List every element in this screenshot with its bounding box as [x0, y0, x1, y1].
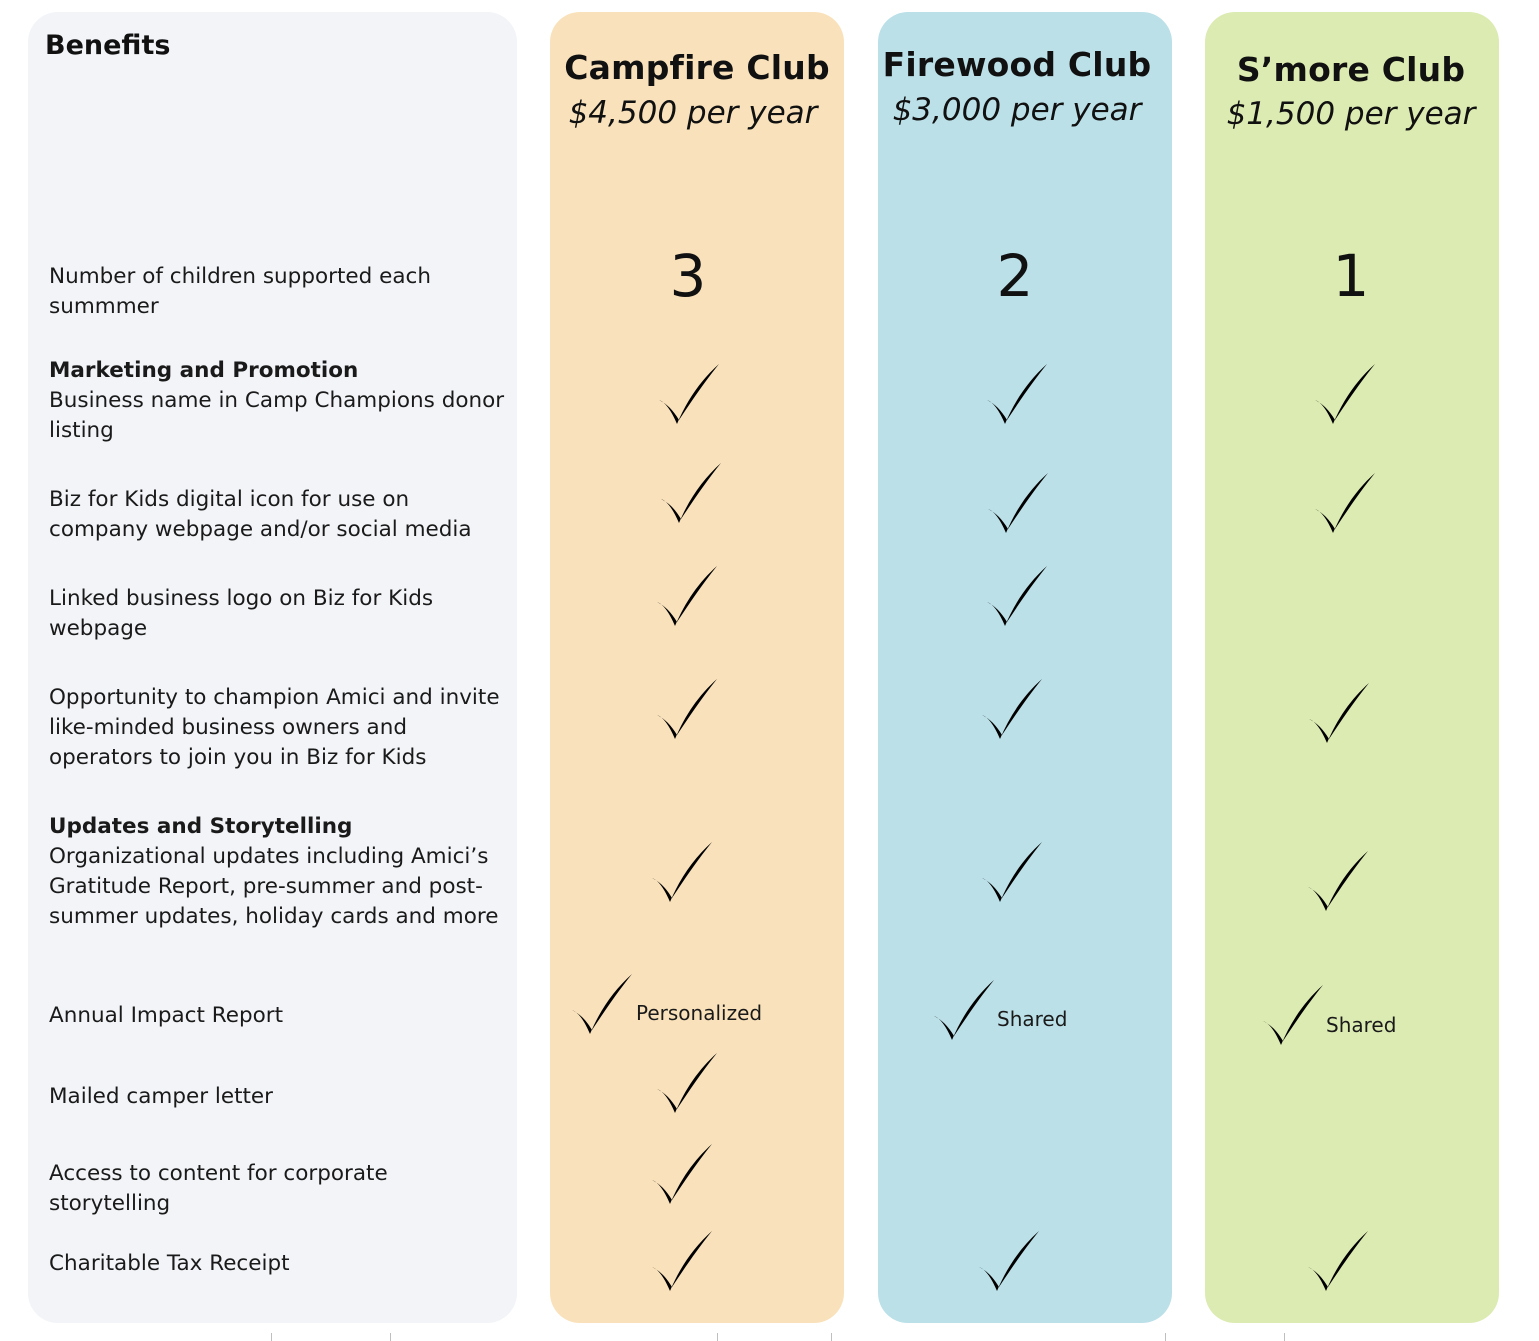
row-label-tax-receipt	[49, 1249, 509, 1279]
checkmark-icon	[650, 1142, 714, 1208]
page-tick	[717, 1333, 718, 1341]
row-label-camper-letter	[49, 1082, 509, 1112]
tier-name-campfire: Campfire Club	[564, 48, 830, 87]
checkmark-icon	[570, 972, 634, 1038]
children-count-smore: 1	[1332, 242, 1370, 310]
impact-report-note-firewood: Shared	[997, 1007, 1068, 1031]
tier-price-firewood: $3,000 per year	[892, 92, 1142, 128]
row-text: Access to content for corporate storytelling	[49, 1161, 388, 1216]
row-text: Biz for Kids digital icon for use on company webpage and/or social media	[49, 487, 472, 542]
firewood-club-column	[878, 12, 1172, 1323]
row-text: Charitable Tax Receipt	[49, 1251, 290, 1276]
row-label-children	[49, 262, 509, 322]
checkmark-icon	[1307, 681, 1371, 747]
row-label-updates	[49, 812, 509, 932]
checkmark-icon	[1306, 849, 1370, 915]
smore-club-column	[1205, 12, 1499, 1323]
checkmark-icon	[1261, 983, 1325, 1049]
tier-name-smore: S’more Club	[1236, 50, 1466, 89]
impact-report-note-smore: Shared	[1326, 1013, 1397, 1037]
checkmark-icon	[985, 362, 1049, 428]
row-text: Mailed camper letter	[49, 1084, 273, 1109]
checkmark-icon	[655, 1051, 719, 1117]
checkmark-icon	[1313, 362, 1377, 428]
tier-price-campfire: $4,500 per year	[568, 95, 818, 131]
checkmark-icon	[980, 840, 1044, 906]
impact-report-note-campfire: Personalized	[636, 1001, 763, 1025]
row-label-digital-icon	[49, 485, 509, 545]
page-tick	[271, 1333, 272, 1341]
checkmark-icon	[932, 978, 996, 1044]
benefits-header: Benefits	[45, 30, 171, 61]
section-heading-marketing: Marketing and Promotion	[49, 358, 359, 383]
page-tick	[1165, 1333, 1166, 1341]
children-count-campfire: 3	[669, 242, 707, 310]
checkmark-icon	[977, 1229, 1041, 1295]
checkmark-icon	[659, 461, 723, 527]
row-text: Organizational updates including Amici’s Gratitude Report, pre-summer and post-summer updates, holiday cards and more	[49, 844, 499, 929]
page-tick	[1284, 1333, 1285, 1341]
row-label-donor-listing	[49, 356, 509, 446]
row-text: Opportunity to champion Amici and invite like-minded business owners and operators to join you in Biz for Kids	[49, 685, 500, 770]
checkmark-icon	[650, 840, 714, 906]
tier-price-smore: $1,500 per year	[1226, 96, 1476, 132]
row-text: Annual Impact Report	[49, 1003, 284, 1028]
section-heading-updates: Updates and Storytelling	[49, 814, 353, 839]
row-label-impact-report	[49, 1001, 509, 1031]
checkmark-icon	[655, 677, 719, 743]
checkmark-icon	[980, 677, 1044, 743]
checkmark-icon	[985, 564, 1049, 630]
tier-name-firewood: Firewood Club	[882, 45, 1152, 84]
checkmark-icon	[657, 362, 721, 428]
page-tick	[831, 1333, 832, 1341]
row-text: Number of children supported each summmer	[49, 264, 431, 319]
page-tick	[390, 1333, 391, 1341]
checkmark-icon	[655, 564, 719, 630]
campfire-club-column	[550, 12, 844, 1323]
row-text: Business name in Camp Champions donor listing	[49, 388, 505, 443]
checkmark-icon	[1306, 1229, 1370, 1295]
checkmark-icon	[1313, 471, 1377, 537]
row-label-linked-logo	[49, 584, 509, 644]
checkmark-icon	[986, 471, 1050, 537]
row-label-champion	[49, 683, 509, 773]
row-text: Linked business logo on Biz for Kids webpage	[49, 586, 434, 641]
checkmark-icon	[650, 1229, 714, 1295]
benefits-column	[28, 12, 517, 1323]
row-label-content-access	[49, 1159, 509, 1219]
children-count-firewood: 2	[996, 242, 1034, 310]
